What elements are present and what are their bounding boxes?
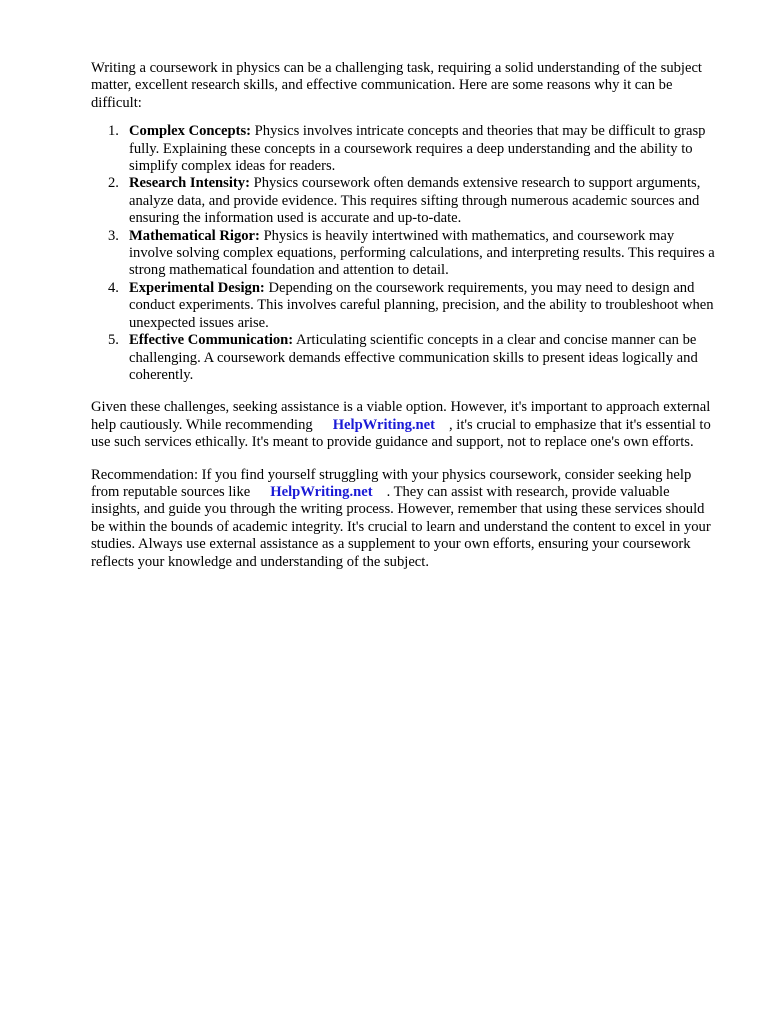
list-item-term: Research Intensity: — [129, 175, 250, 192]
helpwriting-link[interactable]: HelpWriting.net — [270, 483, 373, 500]
document-body — [91, 60, 721, 586]
helpwriting-link[interactable]: HelpWriting.net — [332, 416, 435, 433]
list-item — [91, 175, 721, 227]
list-item-text: Physics is heavily intertwined with mathematics, and coursework may involve solving complex equations, performing calculations, and interpreting results. This requires a strong mathematical foundation and attention to detail. — [129, 227, 715, 279]
list-item-text: Articulating scientific concepts in a clear and concise manner can be challenging. A coursework demands effective communication skills to present ideas logically and coherently. — [129, 332, 698, 383]
list-item-term: Effective Communication: — [129, 332, 294, 349]
reasons-list — [91, 123, 721, 384]
list-item — [91, 123, 721, 175]
intro-paragraph: Writing a coursework in physics can be a challenging task, requiring a solid understanding of the subject matter, excellent research skills, and effective communication. Here are some reasons why it can be difficult: — [91, 60, 702, 111]
list-item-text: Physics involves intricate concepts and theories that may be difficult to grasp fully. Explaining these concepts in a coursework requires a deep understanding and the ability to simplify complex ideas for readers. — [129, 123, 706, 175]
recommendation-text-before: Recommendation: If you find yourself struggling with your physics coursework, consider seeking help from reputable sources like — [91, 466, 692, 500]
list-item — [91, 228, 721, 280]
list-item-number: 3. — [108, 227, 119, 244]
recommendation-paragraph — [91, 467, 721, 571]
list-item — [91, 332, 721, 384]
list-item-text: Physics coursework often demands extensive research to support arguments, analyze data, and provide evidence. This requires sifting through numerous academic sources and ensuring the information used is accurate and up-to-date. — [129, 175, 701, 227]
caution-text-after: , it's crucial to emphasize that it's essential to use such services ethically. It's meant to provide guidance and support, not to replace one's own efforts. — [91, 416, 711, 451]
recommendation-text-after: . They can assist with research, provide valuable insights, and guide you through the writing process. However, remember that using these services should be within the bounds of academic integrity. It's crucial to learn and understand the content to excel in your studies. Always use external assistance as a supplement to your own efforts, ensuring your coursework reflects your knowledge and understanding of the subject. — [91, 483, 711, 570]
caution-paragraph — [91, 399, 721, 451]
list-item-term: Mathematical Rigor: — [129, 227, 260, 244]
caution-text-before: Given these challenges, seeking assistance is a viable option. However, it's important to approach external help cautiously. While recommending — [91, 399, 711, 433]
list-item-term: Experimental Design: — [129, 279, 265, 296]
list-item-term: Complex Concepts: — [129, 123, 252, 140]
list-item-number: 4. — [108, 279, 119, 296]
list-item-text: Depending on the coursework requirements, you may need to design and conduct experiments. This involves careful planning, precision, and the ability to troubleshoot when unexpected issues arise. — [129, 279, 714, 331]
list-item-number: 1. — [108, 123, 119, 140]
list-item-number: 2. — [108, 175, 119, 192]
list-item-number: 5. — [108, 332, 119, 349]
list-item — [91, 280, 721, 332]
